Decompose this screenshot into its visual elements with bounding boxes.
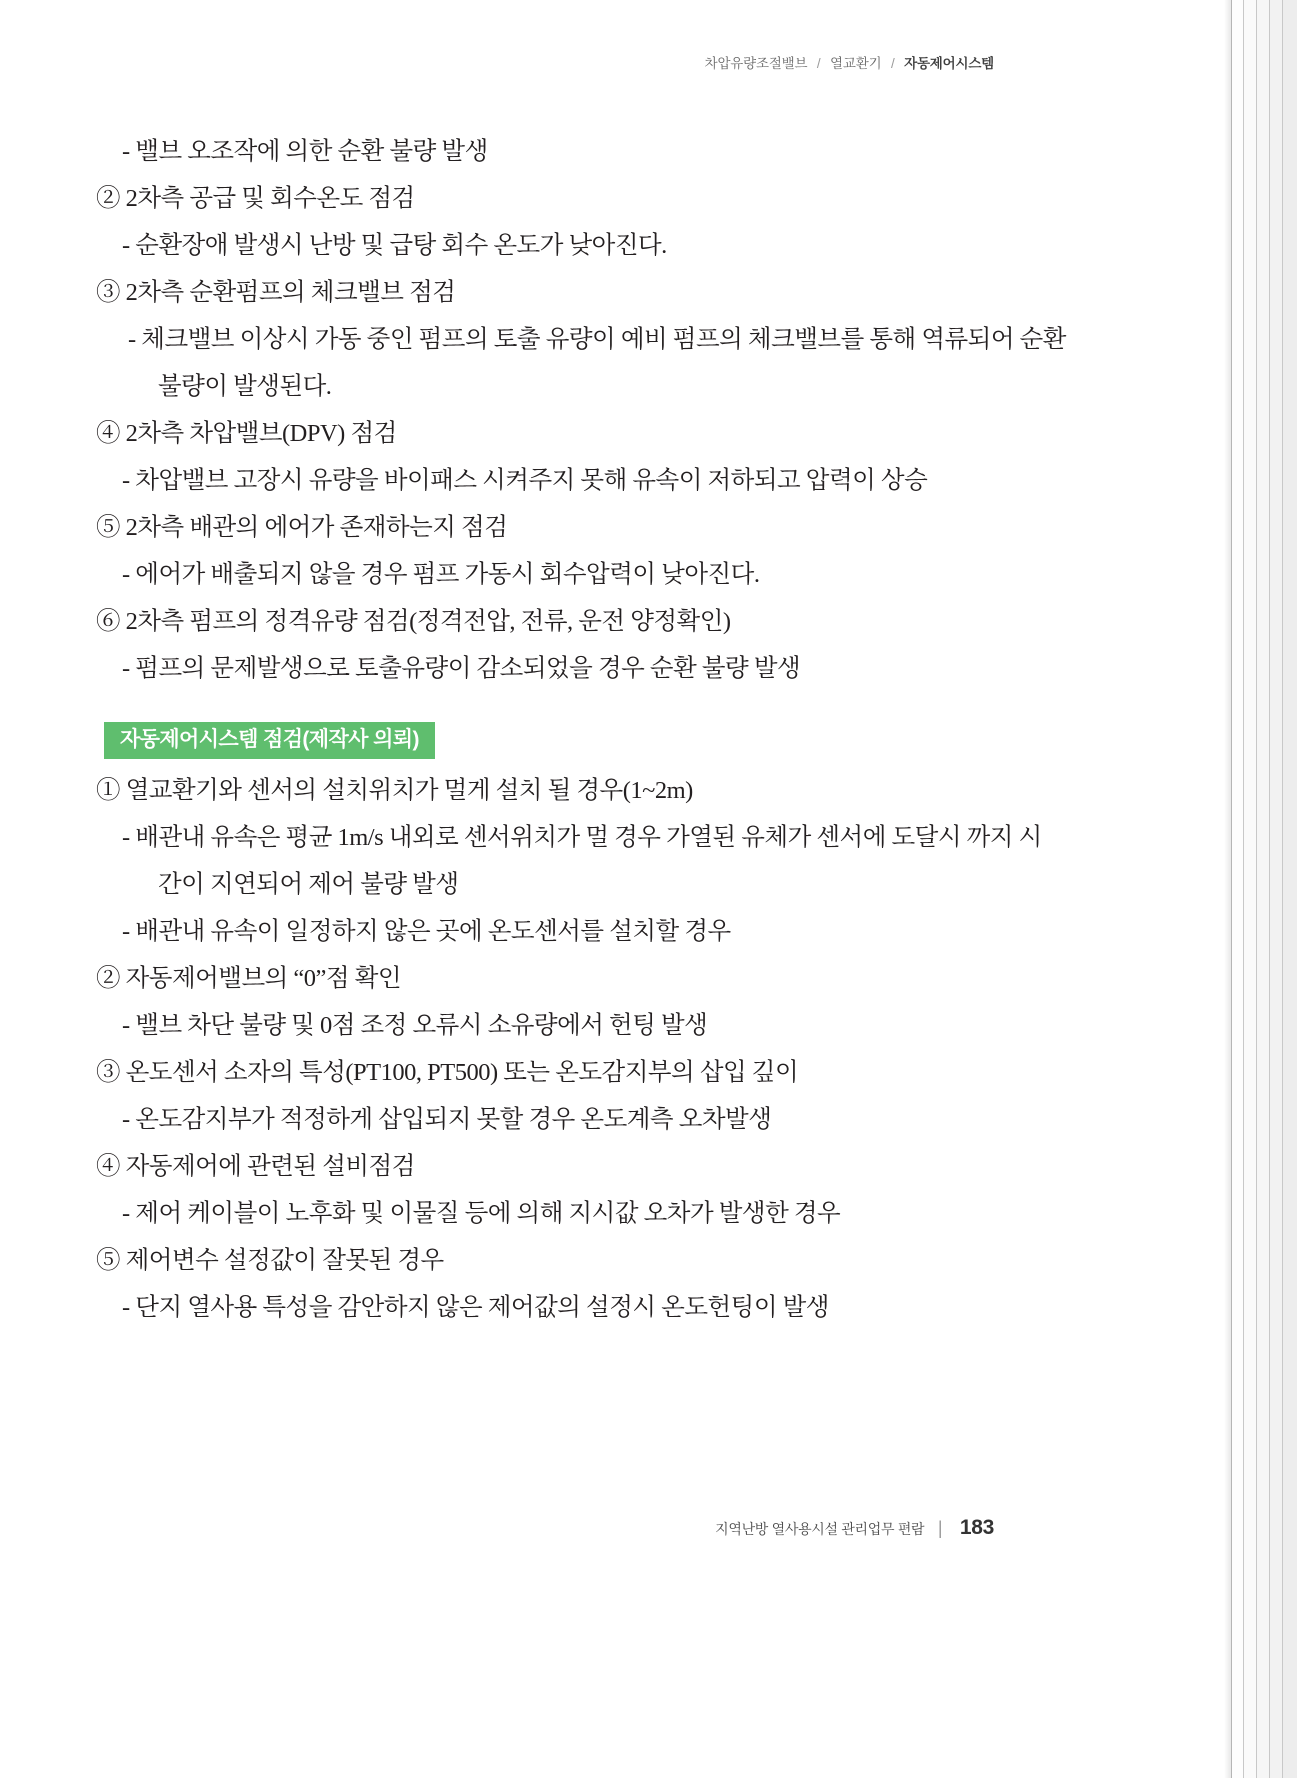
- stack-layer-5: [1231, 0, 1244, 1778]
- body-line: - 에어가 배출되지 않을 경우 펌프 가동시 회수압력이 낮아진다.: [122, 561, 760, 588]
- body-line: ④ 2차측 차압밸브(DPV) 점검: [96, 420, 397, 447]
- body-line: ② 2차측 공급 및 회수온도 점검: [96, 185, 415, 212]
- stack-layer-1: [1282, 0, 1297, 1778]
- section-heading: 자동제어시스템 점검(제작사 의뢰): [104, 722, 435, 759]
- breadcrumb-item-1: 차압유량조절밸브: [704, 56, 808, 71]
- body-line: ④ 자동제어에 관련된 설비점검: [96, 1153, 415, 1180]
- sheet-shadow: [1224, 0, 1232, 1778]
- body-line: - 밸브 오조작에 의한 순환 불량 발생: [122, 138, 488, 165]
- body-line: 간이 지연되어 제어 불량 발생: [158, 871, 459, 898]
- body-line: ① 열교환기와 센서의 설치위치가 멀게 설치 될 경우(1~2m): [96, 777, 693, 804]
- body-line: ⑤ 2차측 배관의 에어가 존재하는지 점검: [96, 514, 508, 541]
- body-block-1: [96, 128, 1066, 692]
- stack-layer-2: [1269, 0, 1283, 1778]
- body-block-2: [96, 767, 1042, 1331]
- body-line: ⑥ 2차측 펌프의 정격유량 점검(정격전압, 전류, 운전 양정확인): [96, 608, 731, 635]
- body-line: - 배관내 유속이 일정하지 않은 곳에 온도센서를 설치할 경우: [122, 918, 731, 945]
- breadcrumb-item-3: 자동제어시스템: [904, 56, 994, 71]
- stack-layer-3: [1256, 0, 1270, 1778]
- body-line: - 순환장애 발생시 난방 및 급탕 회수 온도가 낮아진다.: [122, 232, 667, 259]
- breadcrumb: [0, 52, 1297, 72]
- footer-rule: |: [937, 1518, 943, 1538]
- breadcrumb-separator-2: /: [890, 56, 895, 71]
- page-footer: [0, 1516, 1297, 1540]
- document-body: [96, 128, 1066, 1331]
- body-line: - 펌프의 문제발생으로 토출유량이 감소되었을 경우 순환 불량 발생: [122, 655, 801, 682]
- body-line: - 단지 열사용 특성을 감안하지 않은 제어값의 설정시 온도헌팅이 발생: [122, 1294, 829, 1321]
- body-line: 불량이 발생된다.: [158, 373, 332, 400]
- page-number: 183: [959, 1516, 994, 1539]
- body-line: - 밸브 차단 불량 및 0점 조정 오류시 소유량에서 헌팅 발생: [122, 1012, 708, 1039]
- body-line: ③ 2차측 순환펌프의 체크밸브 점검: [96, 279, 456, 306]
- body-line: - 체크밸브 이상시 가동 중인 펌프의 토출 유량이 예비 펌프의 체크밸브를 통해 역류되어 순환: [128, 326, 1066, 353]
- body-line: ② 자동제어밸브의 “0”점 확인: [96, 965, 402, 992]
- breadcrumb-item-2: 열교환기: [830, 56, 882, 71]
- body-line: - 제어 케이블이 노후화 및 이물질 등에 의해 지시값 오차가 발생한 경우: [122, 1200, 841, 1227]
- body-line: - 차압밸브 고장시 유량을 바이패스 시켜주지 못해 유속이 저하되고 압력이 상승: [122, 467, 928, 494]
- section-heading-wrap: [96, 692, 1006, 767]
- stack-layer-4: [1243, 0, 1257, 1778]
- breadcrumb-separator-1: /: [816, 56, 821, 71]
- footer-title: 지역난방 열사용시설 관리업무 편람: [715, 1521, 925, 1537]
- body-line: ③ 온도센서 소자의 특성(PT100, PT500) 또는 온도감지부의 삽입 깊이: [96, 1059, 799, 1086]
- body-line: ⑤ 제어변수 설정값이 잘못된 경우: [96, 1247, 444, 1274]
- body-line: - 배관내 유속은 평균 1m/s 내외로 센서위치가 멀 경우 가열된 유체가 센서에 도달시 까지 시: [122, 824, 1042, 851]
- page-stack-edges: [1065, 0, 1297, 1778]
- body-line: - 온도감지부가 적정하게 삽입되지 못할 경우 온도계측 오차발생: [122, 1106, 772, 1133]
